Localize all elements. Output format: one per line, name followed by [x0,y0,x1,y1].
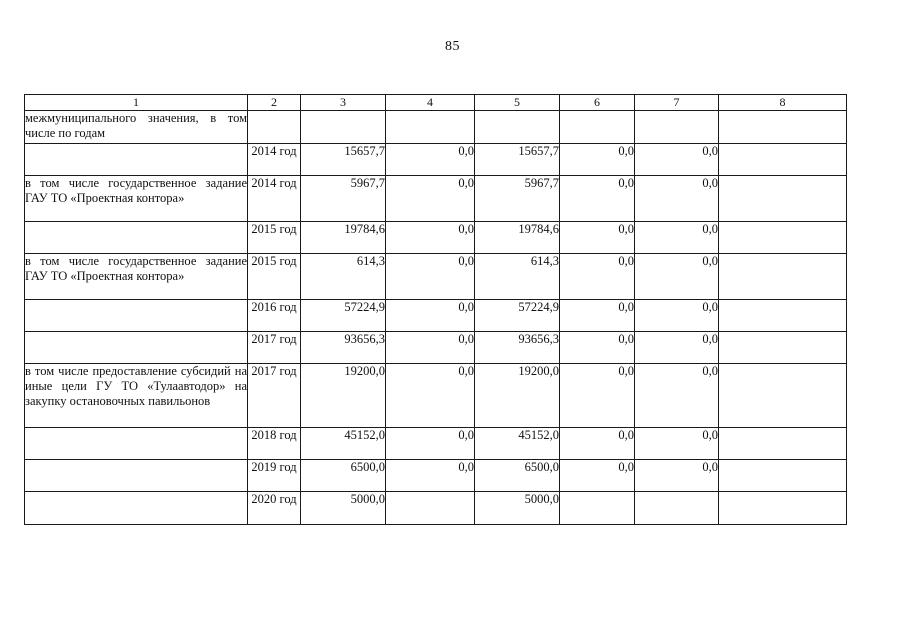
row-year: 2016 год [248,300,301,332]
row-description [25,460,248,492]
cell-col8 [719,428,847,460]
column-header: 5 [475,95,560,111]
cell-col4: 0,0 [386,428,475,460]
cell-col4: 0,0 [386,332,475,364]
row-description [25,492,248,525]
row-description: в том числе государственное задание ГАУ ТО «Проектная контора» [25,176,248,222]
cell-col6: 0,0 [560,460,635,492]
cell-col6: 0,0 [560,364,635,428]
row-year: 2015 год [248,254,301,300]
row-description: в том числе предоставление субсидий на иные цели ГУ ТО «Тулаавтодор» на закупку остановочных павильонов [25,364,248,428]
budget-table [24,94,847,525]
cell-col5: 57224,9 [475,300,560,332]
column-header: 1 [25,95,248,111]
cell-col8 [719,460,847,492]
cell-col8 [719,144,847,176]
row-year [248,111,301,144]
table-row [25,332,847,364]
cell-col3 [301,111,386,144]
cell-col4: 0,0 [386,176,475,222]
cell-col6: 0,0 [560,176,635,222]
table-row [25,492,847,525]
column-header: 2 [248,95,301,111]
cell-col6: 0,0 [560,222,635,254]
table-row [25,300,847,332]
cell-col6: 0,0 [560,428,635,460]
cell-col4: 0,0 [386,364,475,428]
cell-col8 [719,254,847,300]
table-row [25,254,847,300]
column-header: 6 [560,95,635,111]
row-year: 2017 год [248,332,301,364]
cell-col6: 0,0 [560,300,635,332]
cell-col4: 0,0 [386,460,475,492]
cell-col5: 614,3 [475,254,560,300]
cell-col4 [386,492,475,525]
row-year: 2018 год [248,428,301,460]
cell-col5: 6500,0 [475,460,560,492]
cell-col7: 0,0 [635,364,719,428]
cell-col4: 0,0 [386,300,475,332]
cell-col3: 57224,9 [301,300,386,332]
row-year: 2015 год [248,222,301,254]
cell-col4 [386,111,475,144]
row-year: 2014 год [248,176,301,222]
cell-col3: 19784,6 [301,222,386,254]
cell-col7: 0,0 [635,144,719,176]
row-description: в том числе государственное задание ГАУ ТО «Проектная контора» [25,254,248,300]
cell-col5: 5967,7 [475,176,560,222]
row-description [25,300,248,332]
table-row [25,111,847,144]
row-description [25,332,248,364]
cell-col5: 15657,7 [475,144,560,176]
cell-col3: 15657,7 [301,144,386,176]
row-year: 2014 год [248,144,301,176]
cell-col4: 0,0 [386,254,475,300]
row-year: 2017 год [248,364,301,428]
cell-col3: 5967,7 [301,176,386,222]
cell-col5: 19784,6 [475,222,560,254]
row-description [25,428,248,460]
cell-col6: 0,0 [560,144,635,176]
row-description [25,222,248,254]
cell-col8 [719,300,847,332]
cell-col4: 0,0 [386,222,475,254]
column-header: 7 [635,95,719,111]
cell-col6: 0,0 [560,254,635,300]
column-header: 3 [301,95,386,111]
cell-col4: 0,0 [386,144,475,176]
cell-col7 [635,111,719,144]
cell-col7: 0,0 [635,428,719,460]
cell-col8 [719,332,847,364]
table-row [25,364,847,428]
column-header: 4 [386,95,475,111]
row-description: межмуниципального значения, в том числе по годам [25,111,248,144]
table-row [25,176,847,222]
cell-col7: 0,0 [635,176,719,222]
cell-col7: 0,0 [635,460,719,492]
cell-col6: 0,0 [560,332,635,364]
table-row [25,428,847,460]
table-row [25,144,847,176]
cell-col8 [719,364,847,428]
cell-col5: 93656,3 [475,332,560,364]
cell-col3: 614,3 [301,254,386,300]
cell-col8 [719,111,847,144]
cell-col3: 45152,0 [301,428,386,460]
column-header: 8 [719,95,847,111]
cell-col6 [560,492,635,525]
table-row [25,222,847,254]
cell-col7: 0,0 [635,222,719,254]
cell-col8 [719,492,847,525]
header-row [25,95,847,111]
row-year: 2020 год [248,492,301,525]
cell-col7: 0,0 [635,254,719,300]
cell-col7: 0,0 [635,300,719,332]
page-number: 85 [445,39,460,54]
cell-col8 [719,176,847,222]
cell-col5: 45152,0 [475,428,560,460]
row-year: 2019 год [248,460,301,492]
cell-col3: 6500,0 [301,460,386,492]
cell-col8 [719,222,847,254]
cell-col5 [475,111,560,144]
cell-col7 [635,492,719,525]
cell-col5: 5000,0 [475,492,560,525]
cell-col6 [560,111,635,144]
cell-col3: 19200,0 [301,364,386,428]
cell-col3: 5000,0 [301,492,386,525]
table-row [25,460,847,492]
cell-col3: 93656,3 [301,332,386,364]
row-description [25,144,248,176]
cell-col7: 0,0 [635,332,719,364]
cell-col5: 19200,0 [475,364,560,428]
